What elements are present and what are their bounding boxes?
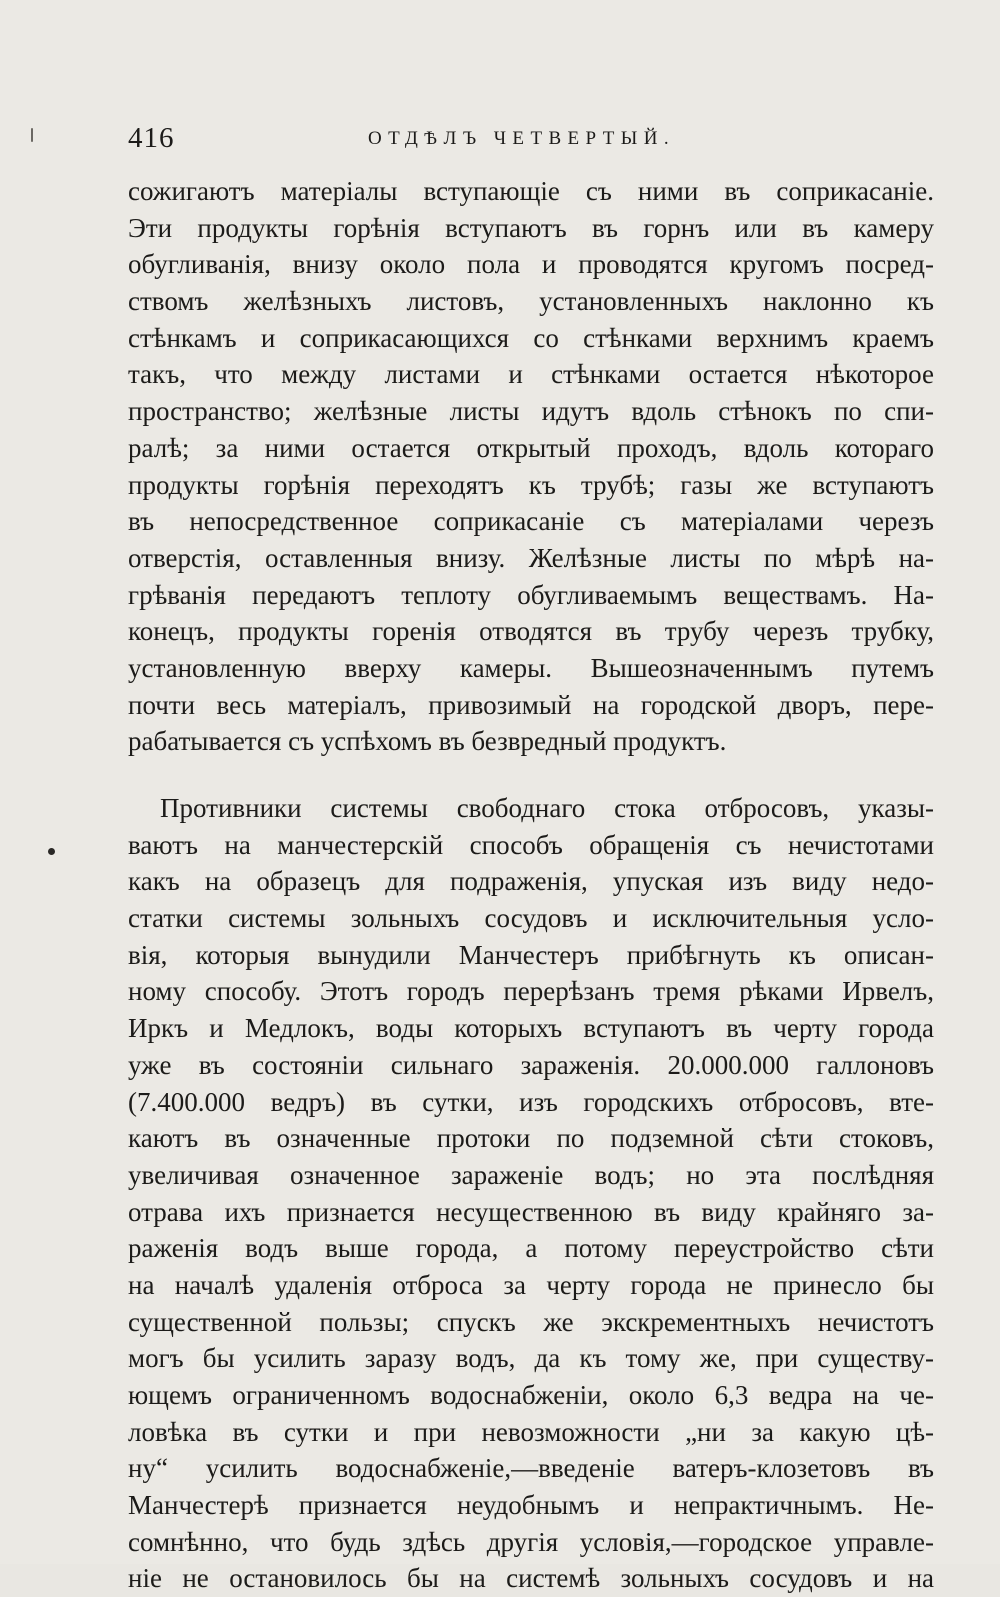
ink-speck — [31, 128, 33, 142]
paragraph-gap — [128, 760, 934, 790]
text-line: Эти продукты горѣнія вступаютъ въ горнъ или въ камеру — [128, 212, 934, 243]
text-line: пространство; желѣзные листы идутъ вдоль стѣнокъ по спи- — [128, 396, 934, 427]
text-line: ну“ усилить водоснабженіе,—введеніе ватеръ-клозетовъ въ — [128, 1453, 934, 1484]
text-line: ваютъ на манчестерскій способъ обращенія съ нечистотами — [128, 829, 934, 860]
text-line: уже въ состояніи сильнаго зараженія. 20.000.000 галлоновъ — [128, 1049, 934, 1080]
text-line: ному способу. Этотъ городъ перерѣзанъ тремя рѣками Ирвелъ, — [128, 976, 934, 1007]
text-line: каютъ въ означенные протоки по подземной сѣти стоковъ, — [128, 1123, 934, 1154]
text-line: Манчестерѣ признается неудобнымъ и непрактичнымъ. Не- — [128, 1490, 934, 1521]
text-line: грѣванія передаютъ теплоту обугливаемымъ веществамъ. На- — [128, 579, 934, 610]
text-line: ралѣ; за ними остается открытый проходъ, вдоль котораго — [128, 432, 934, 463]
text-line: на началѣ удаленія отброса за черту города не принесло бы — [128, 1269, 934, 1300]
text-line: ловѣка въ сутки и при невозможности „ни за какую цѣ- — [128, 1416, 934, 1447]
page-header — [128, 122, 934, 162]
text-line: отверстія, оставленныя внизу. Желѣзные листы по мѣрѣ на- — [128, 542, 934, 573]
text-line: въ непосредственное соприкасаніе съ матеріалами черезъ — [128, 506, 934, 537]
ink-speck — [48, 848, 55, 855]
text-line: (7.400.000 ведръ) въ сутки, изъ городскихъ отбросовъ, вте- — [128, 1086, 934, 1117]
text-line: конецъ, продукты горенія отводятся въ трубу черезъ трубку, — [128, 616, 934, 647]
text-line: Противники системы свободнаго стока отбросовъ, указы- — [160, 793, 934, 823]
text-line: ствомъ желѣзныхъ листовъ, установленныхъ наклонно къ — [128, 286, 934, 317]
text-line: ющемъ ограниченномъ водоснабженіи, около 6,3 ведра на че- — [128, 1380, 934, 1410]
text-line: почти весь матеріалъ, привозимый на городской дворъ, пере- — [128, 689, 934, 720]
text-line: отрава ихъ признается несущественною въ виду крайняго за- — [128, 1196, 934, 1227]
body-text — [128, 173, 934, 1597]
text-line: стѣнкамъ и соприкасающихся со стѣнками верхнимъ краемъ — [128, 322, 934, 353]
text-line: рабатывается съ успѣхомъ въ безвредный продуктъ. — [128, 726, 727, 757]
text-line: продукты горѣнія переходятъ къ трубѣ; газы же вступаютъ — [128, 469, 934, 500]
page-number: 416 — [128, 122, 175, 154]
text-line: раженія водъ выше города, а потому переустройство сѣти — [128, 1233, 934, 1264]
text-line: Иркъ и Медлокъ, воды которыхъ вступаютъ въ черту города — [128, 1013, 934, 1044]
text-line: существенной пользы; спускъ же экскрементныхъ нечистотъ — [128, 1306, 934, 1337]
text-line: увеличивая означенное зараженіе водъ; но эта послѣдняя — [128, 1159, 934, 1190]
paragraph-2 — [128, 790, 934, 1597]
text-line: сомнѣнно, что будь здѣсь другія условія,—городское управле- — [128, 1526, 934, 1557]
text-line: какъ на образецъ для подраженія, упуская изъ виду недо- — [128, 866, 934, 897]
paragraph-1 — [128, 173, 934, 760]
text-line: такъ, что между листами и стѣнками остается нѣкоторое — [128, 359, 934, 390]
text-line: сожигаютъ матеріалы вступающіе съ ними въ соприкасаніе. — [128, 176, 934, 206]
text-line: ніе не остановилось бы на системѣ зольныхъ сосудовъ и на — [128, 1563, 934, 1594]
text-line: обугливанія, внизу около пола и проводятся кругомъ посред- — [128, 249, 934, 280]
text-line: статки системы зольныхъ сосудовъ и исключительныя усло- — [128, 903, 934, 934]
text-line: могъ бы усилить заразу водъ, да къ тому же, при существу- — [128, 1343, 934, 1374]
text-line: установленную вверху камеры. Вышеозначеннымъ путемъ — [128, 652, 934, 683]
text-line: вія, которыя вынудили Манчестеръ прибѣгнуть къ описан- — [128, 939, 934, 970]
running-head: ОТДѢЛЪ ЧЕТВЕРТЫЙ. — [368, 128, 675, 149]
